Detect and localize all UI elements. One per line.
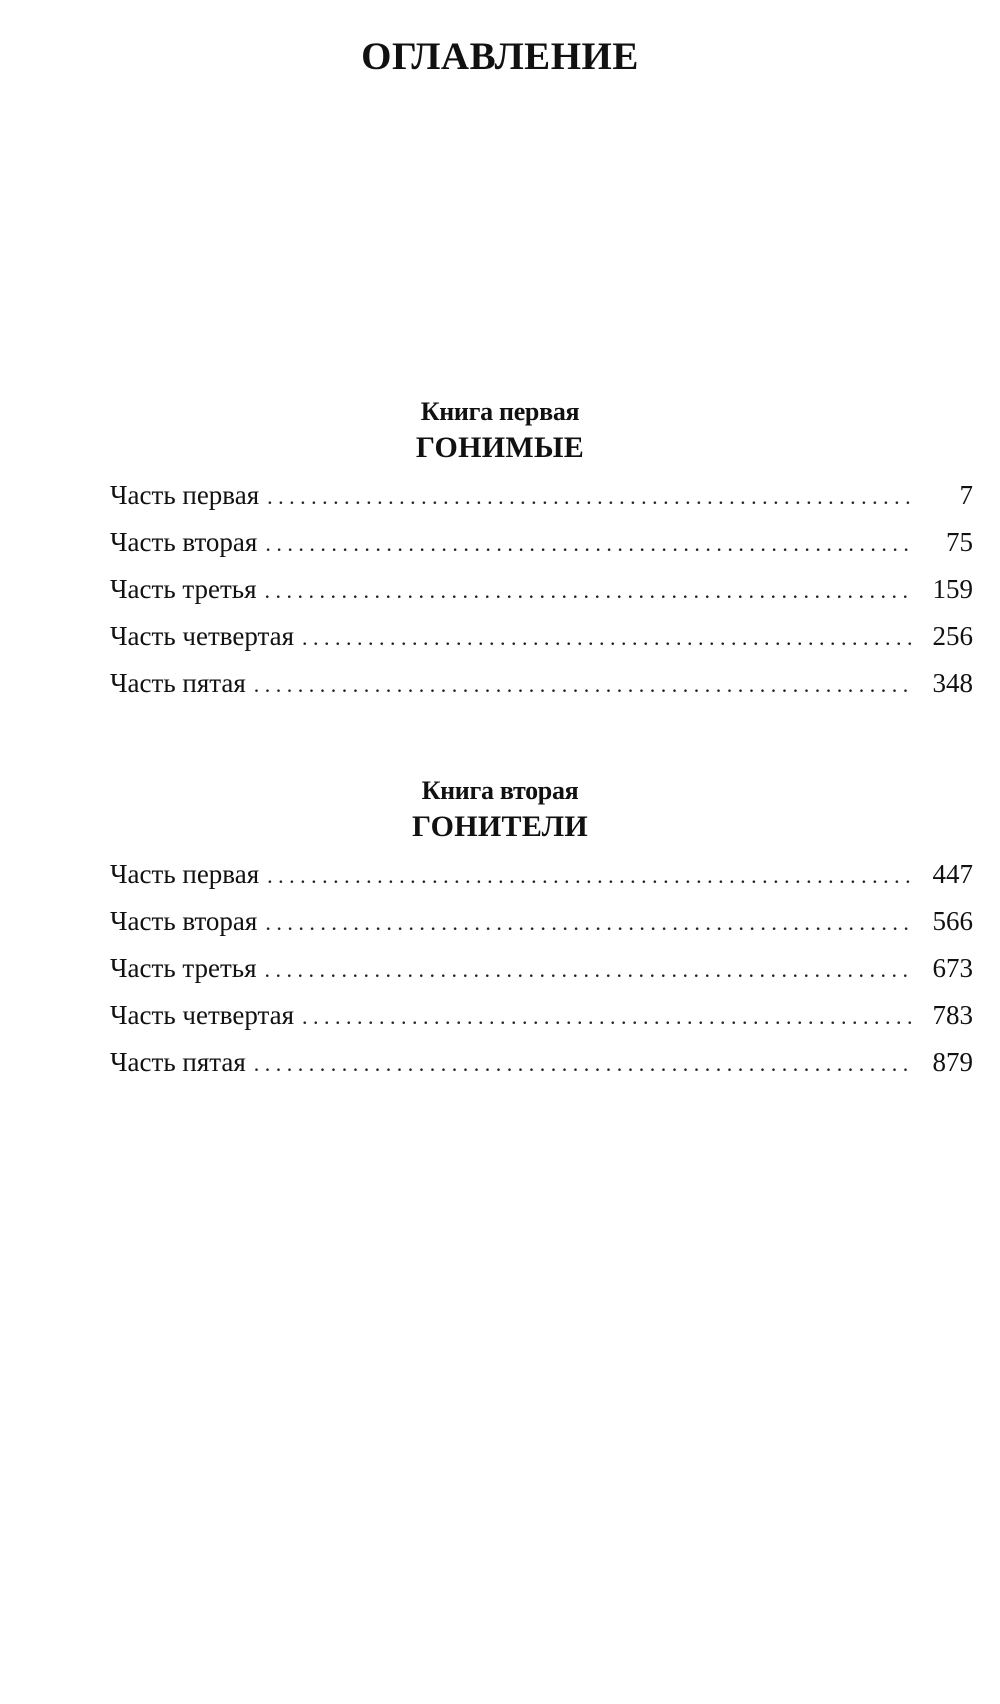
toc-entry-page: 879 — [932, 1047, 973, 1077]
toc-entry-label: Часть вторая — [110, 906, 258, 936]
toc-entry-page: 348 — [932, 668, 973, 698]
book-section-1 — [0, 395, 1000, 707]
toc-entry-page: 7 — [959, 480, 973, 510]
toc-entry-label: Часть четвертая — [110, 621, 294, 651]
dot-leader — [302, 614, 913, 661]
dot-leader — [254, 1040, 913, 1087]
toc-entry-page: 783 — [932, 1000, 973, 1030]
dot-leader — [265, 520, 913, 567]
toc-entry-page: 75 — [946, 527, 973, 557]
book-section-2 — [0, 774, 1000, 1086]
toc-list — [0, 472, 1000, 707]
dot-leader — [265, 899, 913, 946]
book-subtitle: Книга первая — [420, 397, 580, 426]
page-title: ОГЛАВЛЕНИЕ — [361, 35, 639, 78]
toc-entry-page: 447 — [932, 859, 973, 889]
book-title: ГОНИТЕЛИ — [411, 810, 589, 843]
dot-leader — [254, 661, 913, 708]
book-subtitle: Книга вторая — [421, 776, 579, 805]
toc-entry-label: Часть третья — [110, 574, 257, 604]
toc-entry-page: 566 — [932, 906, 973, 936]
toc-entry[interactable] — [110, 898, 973, 945]
toc-entry-page: 256 — [932, 621, 973, 651]
toc-entry-label: Часть пятая — [110, 1047, 246, 1077]
toc-entry-label: Часть пятая — [110, 668, 246, 698]
toc-entry-page: 673 — [932, 953, 973, 983]
toc-entry[interactable] — [110, 945, 973, 992]
dot-leader — [267, 473, 913, 520]
toc-entry[interactable] — [110, 660, 973, 707]
dot-leader — [265, 946, 913, 993]
toc-entry-label: Часть первая — [110, 859, 260, 889]
toc-entry-page: 159 — [932, 574, 973, 604]
book-title: ГОНИМЫЕ — [415, 431, 585, 464]
toc-entry-label: Часть первая — [110, 480, 260, 510]
toc-list — [0, 851, 1000, 1086]
dot-leader — [302, 993, 913, 1040]
dot-leader — [265, 567, 913, 614]
toc-entry-label: Часть вторая — [110, 527, 258, 557]
toc-entry[interactable] — [110, 472, 973, 519]
toc-entry-label: Часть четвертая — [110, 1000, 294, 1030]
toc-entry[interactable] — [110, 519, 973, 566]
toc-entry[interactable] — [110, 1039, 973, 1086]
toc-entry-label: Часть третья — [110, 953, 257, 983]
toc-entry[interactable] — [110, 566, 973, 613]
toc-entry[interactable] — [110, 992, 973, 1039]
toc-entry[interactable] — [110, 613, 973, 660]
toc-entry[interactable] — [110, 851, 973, 898]
dot-leader — [267, 852, 913, 899]
